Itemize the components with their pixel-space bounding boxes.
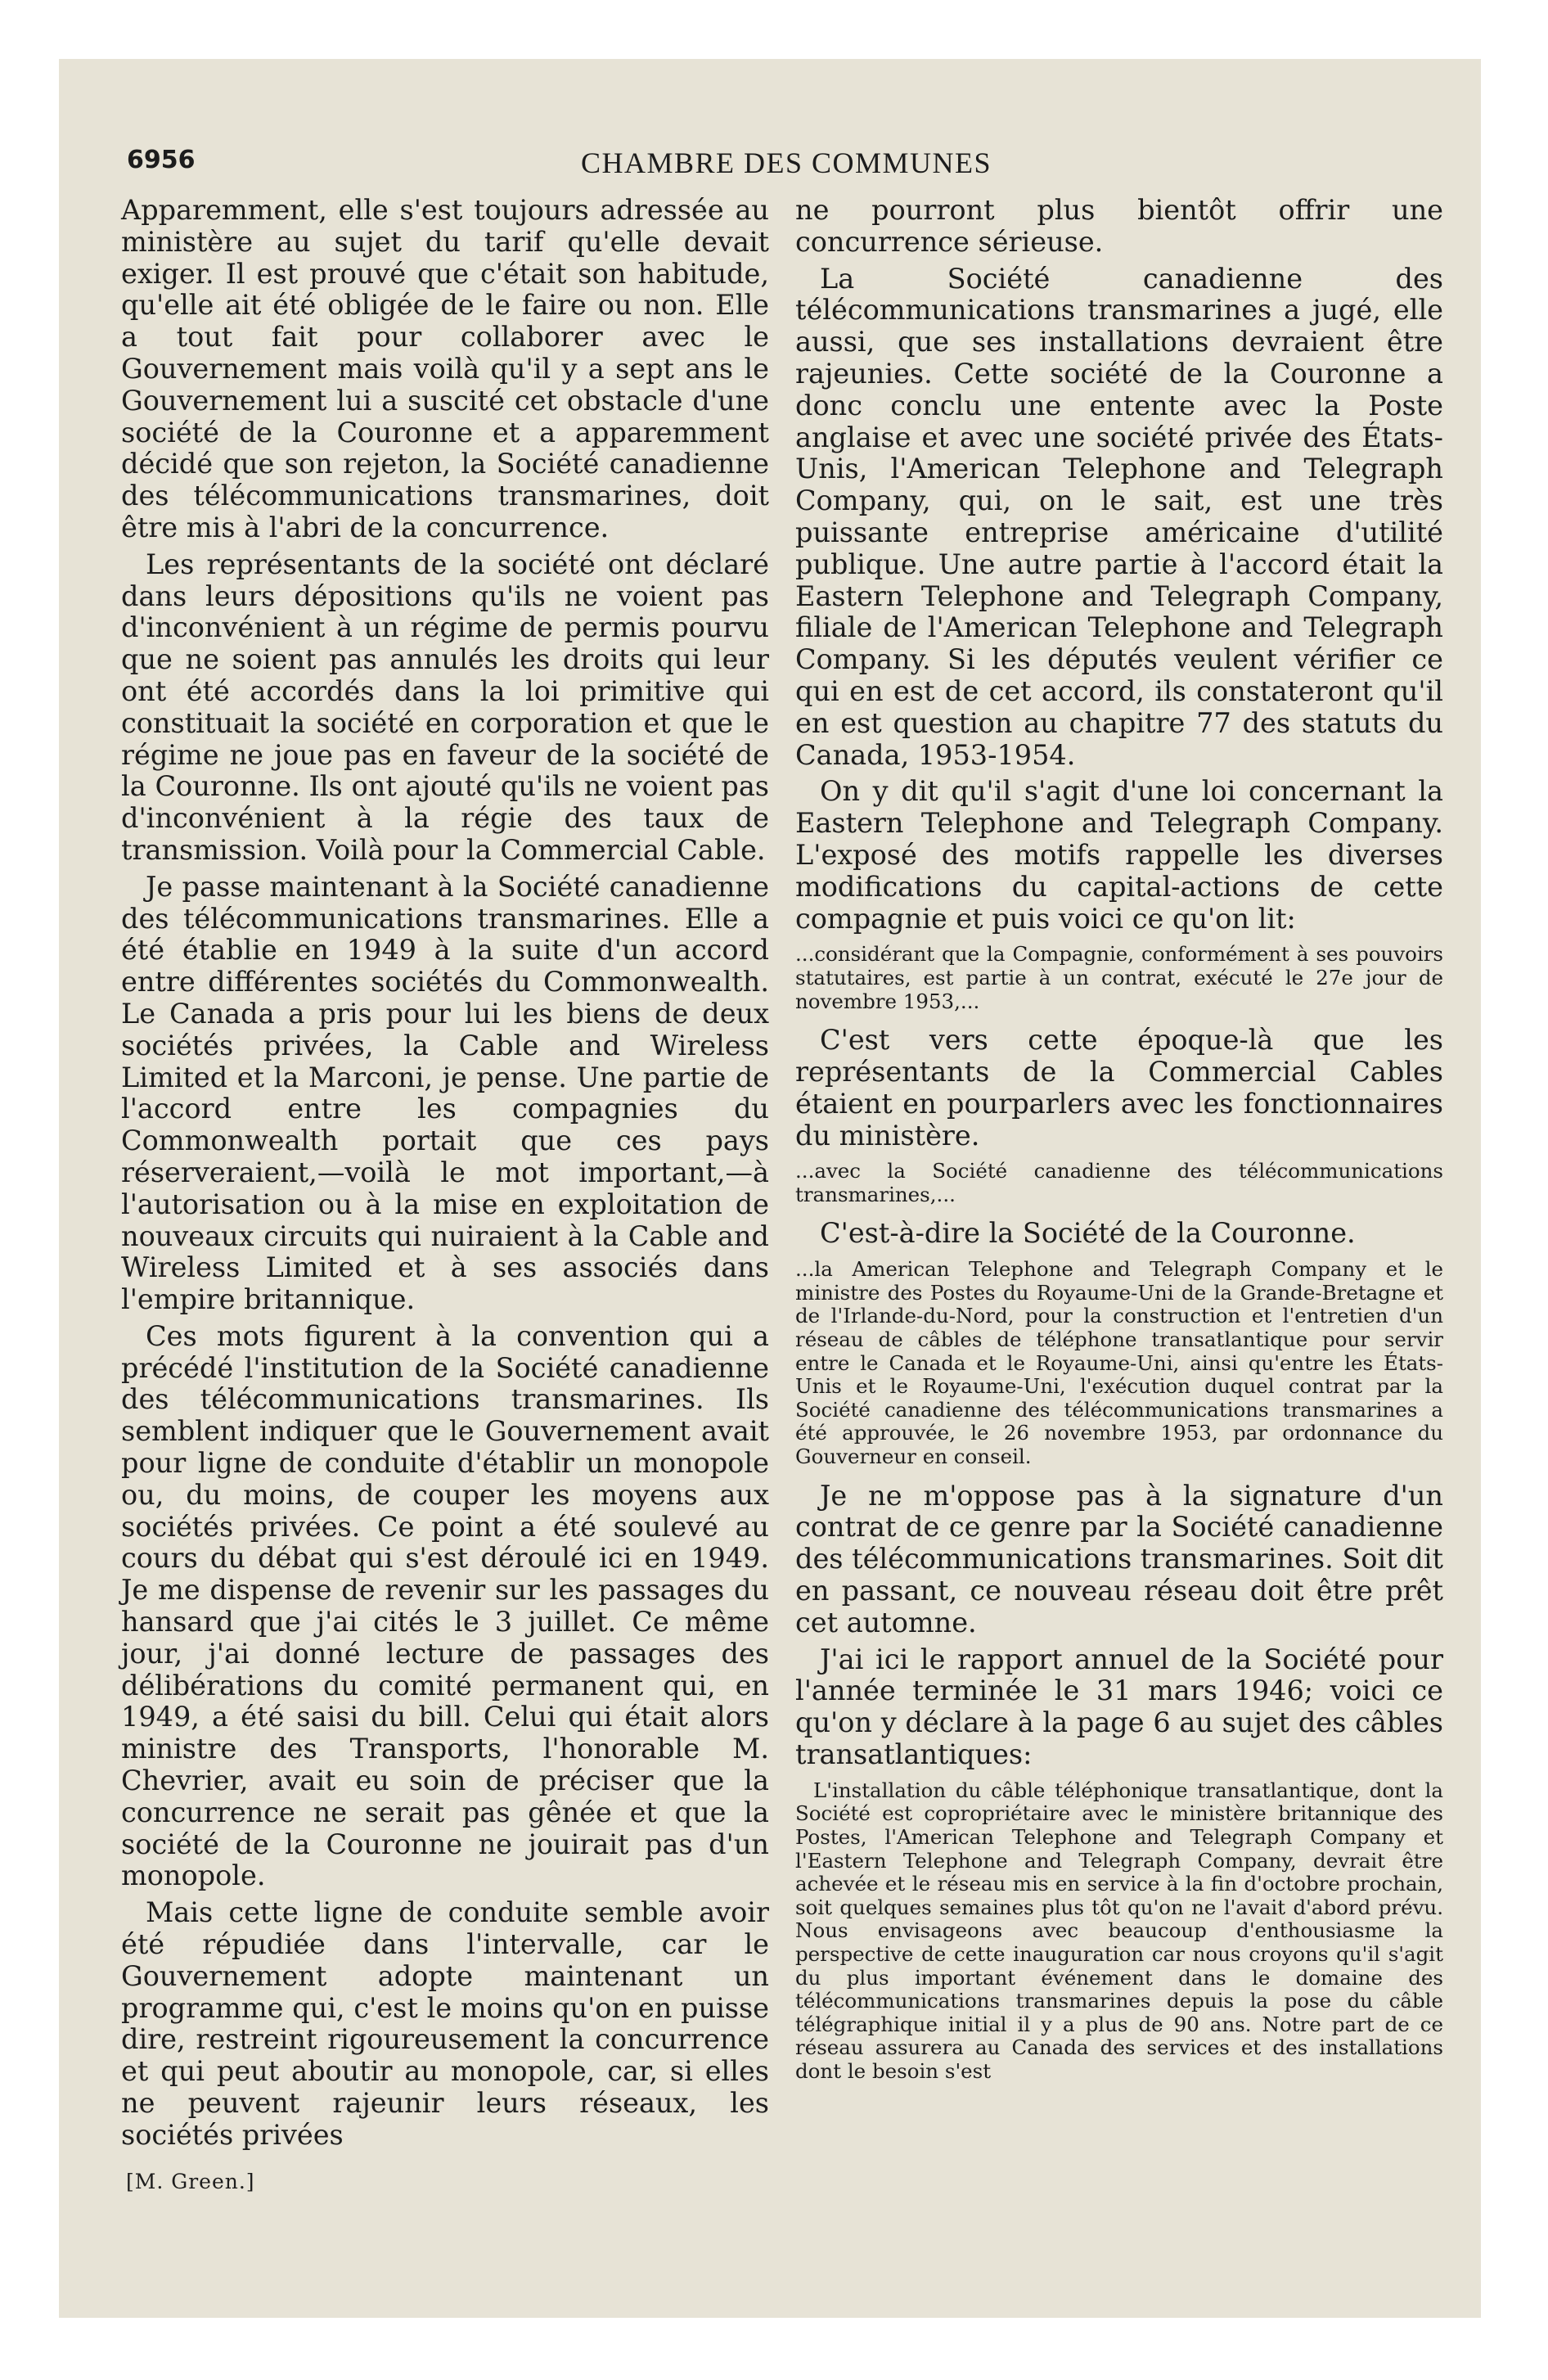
quotation: ...la American Telephone and Telegraph Company et le ministre des Postes du Royaume-Uni de la Grande-Bretagne et de l'Irlande-du-Nord, pour la construction et l'entretien d'un réseau de câbles de téléphone transatlantique pour servir entre le Canada et le Royaume-Uni, ainsi qu'entre les États-Unis et le Royaume-Uni, l'exécution duquel contrat par la Société canadienne des télécommunications transmarines a été approuvée, le 26 novembre 1953, par ordonnance du Gouverneur en conseil. bbox=[795, 1257, 1443, 1469]
paragraph: On y dit qu'il s'agit d'une loi concernant la Eastern Telephone and Telegraph Company. L'exposé des motifs rappelle les diverses modifications du capital-actions de cette compagnie et puis voici ce qu'on lit: bbox=[795, 775, 1443, 935]
quotation: ...considérant que la Compagnie, conformément à ses pouvoirs statutaires, est partie à un contrat, exécuté le 27e jour de novembre 1953,... bbox=[795, 942, 1443, 1013]
paragraph: C'est vers cette époque-là que les représentants de la Commercial Cables étaient en pourparlers avec les fonctionnaires du ministère. bbox=[795, 1024, 1443, 1152]
paragraph: La Société canadienne des télécommunications transmarines a jugé, elle aussi, que ses installations devraient être rajeunies. Cette société de la Couronne a donc conclu une entente avec la Poste anglaise et avec une société privée des États-Unis, l'American Telephone and Telegraph Company, qui, on le sait, est une très puissante entreprise américaine d'utilité publique. Une autre partie à l'accord était la Eastern Telephone and Telegraph Company, filiale de l'American Telephone and Telegraph Company. Si les députés veulent vérifier ce qui en est de cet accord, ils constateront qu'il en est question au chapitre 77 des statuts du Canada, 1953-1954. bbox=[795, 262, 1443, 771]
paragraph: Ces mots figurent à la convention qui a précédé l'institution de la Société canadienne des télécommunications transmarines. Ils semblent indiquer que le Gouvernement avait pour ligne de conduite d'établir un monopole ou, du moins, de couper les moyens aux sociétés privées. Ce point a été soulevé au cours du débat qui s'est déroulé ici en 1949. Je me dispense de revenir sur les passages du hansard que j'ai cités le 3 juillet. Ce même jour, j'ai donné lecture de passages des délibérations du comité permanent qui, en 1949, a été saisi du bill. Celui qui était alors ministre des Transports, l'honorable M. Chevrier, avait eu soin de préciser que la concurrence ne serait pas gênée et que la société de la Couronne ne jouirait pas d'un monopole. bbox=[121, 1319, 769, 1892]
speaker-signature: [M. Green.] bbox=[126, 2169, 255, 2193]
paragraph: Apparemment, elle s'est toujours adressée au ministère au sujet du tarif qu'elle devait exiger. Il est prouvé que c'était son habitude, qu'elle ait été obligée de le faire ou non. Elle a tout fait pour collaborer avec le Gouvernement mais voilà qu'il y a sept ans le Gouvernement lui a suscité cet obstacle d'une société de la Couronne et a apparemment décidé que son rejeton, la Société canadienne des télécommunications transmarines, doit être mis à l'abri de la concurrence. bbox=[121, 194, 769, 543]
quotation: ...avec la Société canadienne des télécommunications transmarines,... bbox=[795, 1159, 1443, 1206]
page-number: 6956 bbox=[127, 146, 196, 174]
paragraph: Mais cette ligne de conduite semble avoir été répudiée dans l'intervalle, car le Gouvernement adopte maintenant un programme qui, c'est le moins qu'on en puisse dire, restreint rigoureusement la concurrence et qui peut aboutir au monopole, car, si elles ne peuvent rajeunir leurs réseaux, les sociétés privées bbox=[121, 1896, 769, 2151]
paragraph: ne pourront plus bientôt offrir une concurrence sérieuse. bbox=[795, 194, 1443, 258]
right-column bbox=[795, 195, 1443, 2095]
page-header bbox=[127, 146, 1446, 185]
paragraph: J'ai ici le rapport annuel de la Société pour l'année terminée le 31 mars 1946; voici ce qu'on y déclare à la page 6 au sujet des câbles transatlantiques: bbox=[795, 1643, 1443, 1770]
paragraph: Les représentants de la société ont déclaré dans leurs dépositions qu'ils ne voient pas d'inconvénient à un régime de permis pourvu que ne soient pas annulés les droits qui leur ont été accordés dans la loi primitive qui constituait la société en corporation et que le régime ne joue pas en faveur de la société de la Couronne. Ils ont ajouté qu'ils ne voient pas d'inconvénient à la régie des taux de transmission. Voilà pour la Commercial Cable. bbox=[121, 548, 769, 866]
left-column bbox=[121, 195, 769, 2193]
quotation: L'installation du câble téléphonique transatlantique, dont la Société est copropriétaire avec le ministère britannique des Postes, l'American Telephone and Telegraph Company et l'Eastern Telephone and Telegraph Company, devrait être achevée et le réseau mis en service à la fin d'octobre prochain, soit quelques semaines plus tôt qu'on ne l'avait d'abord prévu. Nous envisageons avec beaucoup d'enthousiasme la perspective de cette inauguration car nous croyons qu'il s'agit du plus important événement dans le domaine des télécommunications transmarines depuis la pose du câble télégraphique initial il y a plus de 90 ans. Notre part de ce réseau assurera au Canada des services et des installations dont le besoin s'est bbox=[795, 1778, 1443, 2083]
paragraph: C'est-à-dire la Société de la Couronne. bbox=[820, 1217, 1356, 1250]
paragraph: Je passe maintenant à la Société canadienne des télécommunications transmarines. Elle a été établie en 1949 à la suite d'un accord entre différentes sociétés du Commonwealth. Le Canada a pris pour lui les biens de deux sociétés privées, la Cable and Wireless Limited et la Marconi, je pense. Une partie de l'accord entre les compagnies du Commonwealth portait que ces pays réserveraient,—voilà le mot important,—à l'autorisation ou à la mise en exploitation de nouveaux circuits qui nuiraient à la Cable and Wireless Limited et à ses associés dans l'empire britannique. bbox=[121, 870, 769, 1316]
paragraph: Je ne m'oppose pas à la signature d'un contrat de ce genre par la Société canadienne des télécommunications transmarines. Soit dit en passant, ce nouveau réseau doit être prêt cet automne. bbox=[795, 1479, 1443, 1639]
running-title: CHAMBRE DES COMMUNES bbox=[580, 146, 992, 179]
